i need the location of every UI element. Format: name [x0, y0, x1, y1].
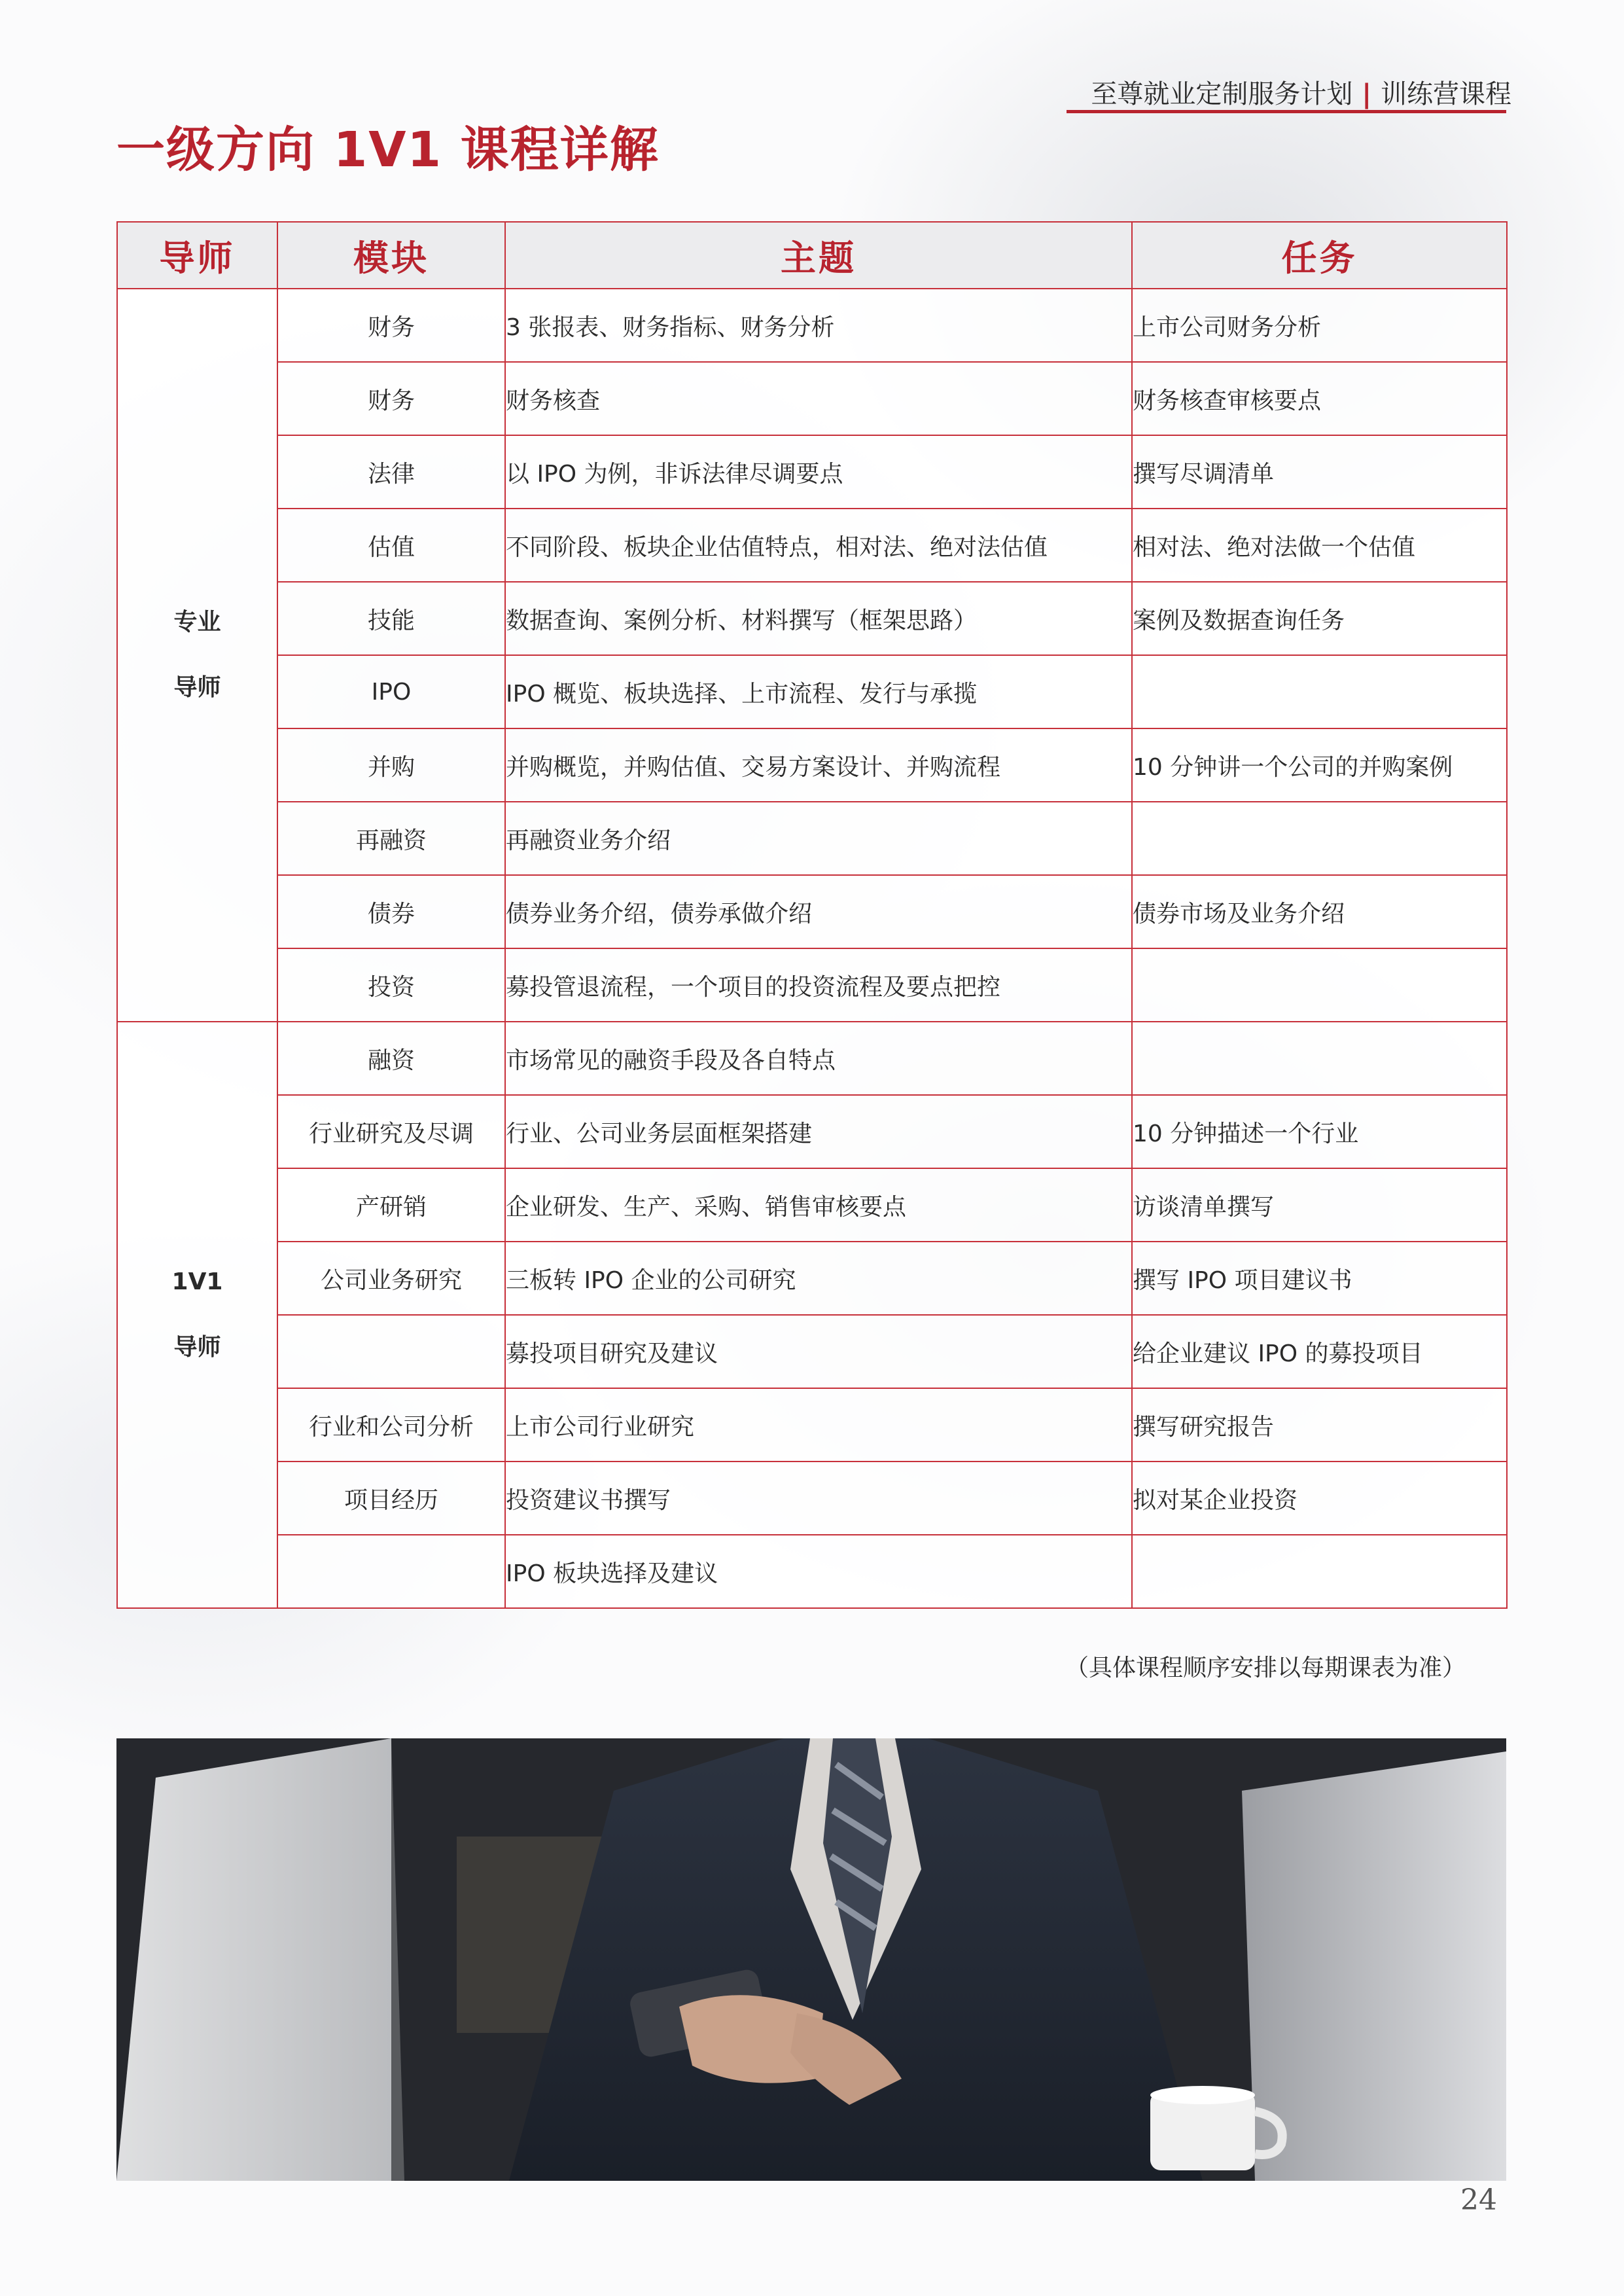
topic-cell: 募投项目研究及建议: [505, 1315, 1132, 1388]
task-cell: 10 分钟描述一个行业: [1132, 1095, 1507, 1168]
table-row: [117, 655, 1507, 728]
table-row: [117, 435, 1507, 509]
table-row: [117, 1168, 1507, 1242]
header-separator: |: [1362, 79, 1371, 109]
table-row: [117, 1315, 1507, 1388]
task-cell: 财务核查审核要点: [1132, 362, 1507, 435]
header-plan: 至尊就业定制服务计划: [1091, 79, 1353, 109]
table-row: [117, 1242, 1507, 1315]
table-row: [117, 1535, 1507, 1608]
module-cell: 项目经历: [277, 1462, 505, 1535]
table-row: [117, 1388, 1507, 1462]
topic-cell: 募投管退流程，一个项目的投资流程及要点把控: [505, 948, 1132, 1022]
module-cell: 财务: [277, 362, 505, 435]
table-row: [117, 509, 1507, 582]
topic-cell: 债券业务介绍，债券承做介绍: [505, 875, 1132, 948]
topic-cell: 行业、公司业务层面框架搭建: [505, 1095, 1132, 1168]
topic-cell: 企业研发、生产、采购、销售审核要点: [505, 1168, 1132, 1242]
table-body: [117, 289, 1507, 1608]
table-row: [117, 1462, 1507, 1535]
table-row: [117, 875, 1507, 948]
page-number: 24: [1460, 2183, 1497, 2217]
table-row: [117, 948, 1507, 1022]
topic-cell: 再融资业务介绍: [505, 802, 1132, 875]
business-photo: [116, 1738, 1506, 2181]
task-cell: 访谈清单撰写: [1132, 1168, 1507, 1242]
module-cell: 行业研究及尽调: [277, 1095, 505, 1168]
mentor-cell: [117, 289, 277, 1022]
topic-cell: 3 张报表、财务指标、财务分析: [505, 289, 1132, 362]
mentor-label: 导师: [173, 1334, 221, 1361]
task-cell: 相对法、绝对法做一个估值: [1132, 509, 1507, 582]
topic-cell: 上市公司行业研究: [505, 1388, 1132, 1462]
topic-cell: 三板转 IPO 企业的公司研究: [505, 1242, 1132, 1315]
task-cell: 案例及数据查询任务: [1132, 582, 1507, 655]
task-cell: 上市公司财务分析: [1132, 289, 1507, 362]
task-cell: 10 分钟讲一个公司的并购案例: [1132, 728, 1507, 802]
task-cell: [1132, 802, 1507, 875]
module-cell: [277, 1315, 505, 1388]
topic-cell: 并购概览，并购估值、交易方案设计、并购流程: [505, 728, 1132, 802]
module-cell: 技能: [277, 582, 505, 655]
table-row: [117, 1095, 1507, 1168]
column-header-task: 任务: [1132, 222, 1507, 289]
task-cell: 债券市场及业务介绍: [1132, 875, 1507, 948]
mentor-label: 导师: [173, 674, 221, 701]
photo-illustration: [116, 1738, 1506, 2181]
module-cell: 行业和公司分析: [277, 1388, 505, 1462]
task-cell: 撰写研究报告: [1132, 1388, 1507, 1462]
task-cell: 撰写尽调清单: [1132, 435, 1507, 509]
topic-cell: 不同阶段、板块企业估值特点，相对法、绝对法估值: [505, 509, 1132, 582]
table-row: [117, 362, 1507, 435]
module-cell: 再融资: [277, 802, 505, 875]
course-table: [116, 221, 1508, 1609]
mentor-cell: [117, 1022, 277, 1608]
module-cell: 融资: [277, 1022, 505, 1095]
topic-cell: 以 IPO 为例，非诉法律尽调要点: [505, 435, 1132, 509]
module-cell: 产研销: [277, 1168, 505, 1242]
table-row: [117, 802, 1507, 875]
module-cell: [277, 1535, 505, 1608]
task-cell: [1132, 655, 1507, 728]
topic-cell: IPO 板块选择及建议: [505, 1535, 1132, 1608]
header-section: 训练营课程: [1381, 79, 1511, 109]
column-header-module: 模块: [277, 222, 505, 289]
module-cell: 债券: [277, 875, 505, 948]
topic-cell: 市场常见的融资手段及各自特点: [505, 1022, 1132, 1095]
schedule-note: （具体课程顺序安排以每期课表为准）: [1065, 1655, 1466, 1681]
module-cell: 投资: [277, 948, 505, 1022]
column-header-topic: 主题: [505, 222, 1132, 289]
table-row: [117, 582, 1507, 655]
column-header-mentor: 导师: [117, 222, 277, 289]
topic-cell: 投资建议书撰写: [505, 1462, 1132, 1535]
task-cell: [1132, 1022, 1507, 1095]
module-cell: 估值: [277, 509, 505, 582]
task-cell: 拟对某企业投资: [1132, 1462, 1507, 1535]
module-cell: 财务: [277, 289, 505, 362]
task-cell: 撰写 IPO 项目建议书: [1132, 1242, 1507, 1315]
task-cell: [1132, 948, 1507, 1022]
page-title: 一级方向 1V1 课程详解: [116, 122, 660, 178]
mentor-label: 1V1: [171, 1268, 223, 1295]
task-cell: [1132, 1535, 1507, 1608]
topic-cell: 数据查询、案例分析、材料撰写（框架思路）: [505, 582, 1132, 655]
topic-cell: IPO 概览、板块选择、上市流程、发行与承揽: [505, 655, 1132, 728]
module-cell: IPO: [277, 655, 505, 728]
running-header: [1067, 73, 1511, 111]
module-cell: 并购: [277, 728, 505, 802]
header-rule: [1067, 110, 1506, 113]
module-cell: 公司业务研究: [277, 1242, 505, 1315]
table-header-row: [117, 222, 1507, 289]
topic-cell: 财务核查: [505, 362, 1132, 435]
table-row: [117, 728, 1507, 802]
task-cell: 给企业建议 IPO 的募投项目: [1132, 1315, 1507, 1388]
mentor-label: 专业: [173, 609, 221, 636]
module-cell: 法律: [277, 435, 505, 509]
table-row: [117, 289, 1507, 362]
table-row: [117, 1022, 1507, 1095]
